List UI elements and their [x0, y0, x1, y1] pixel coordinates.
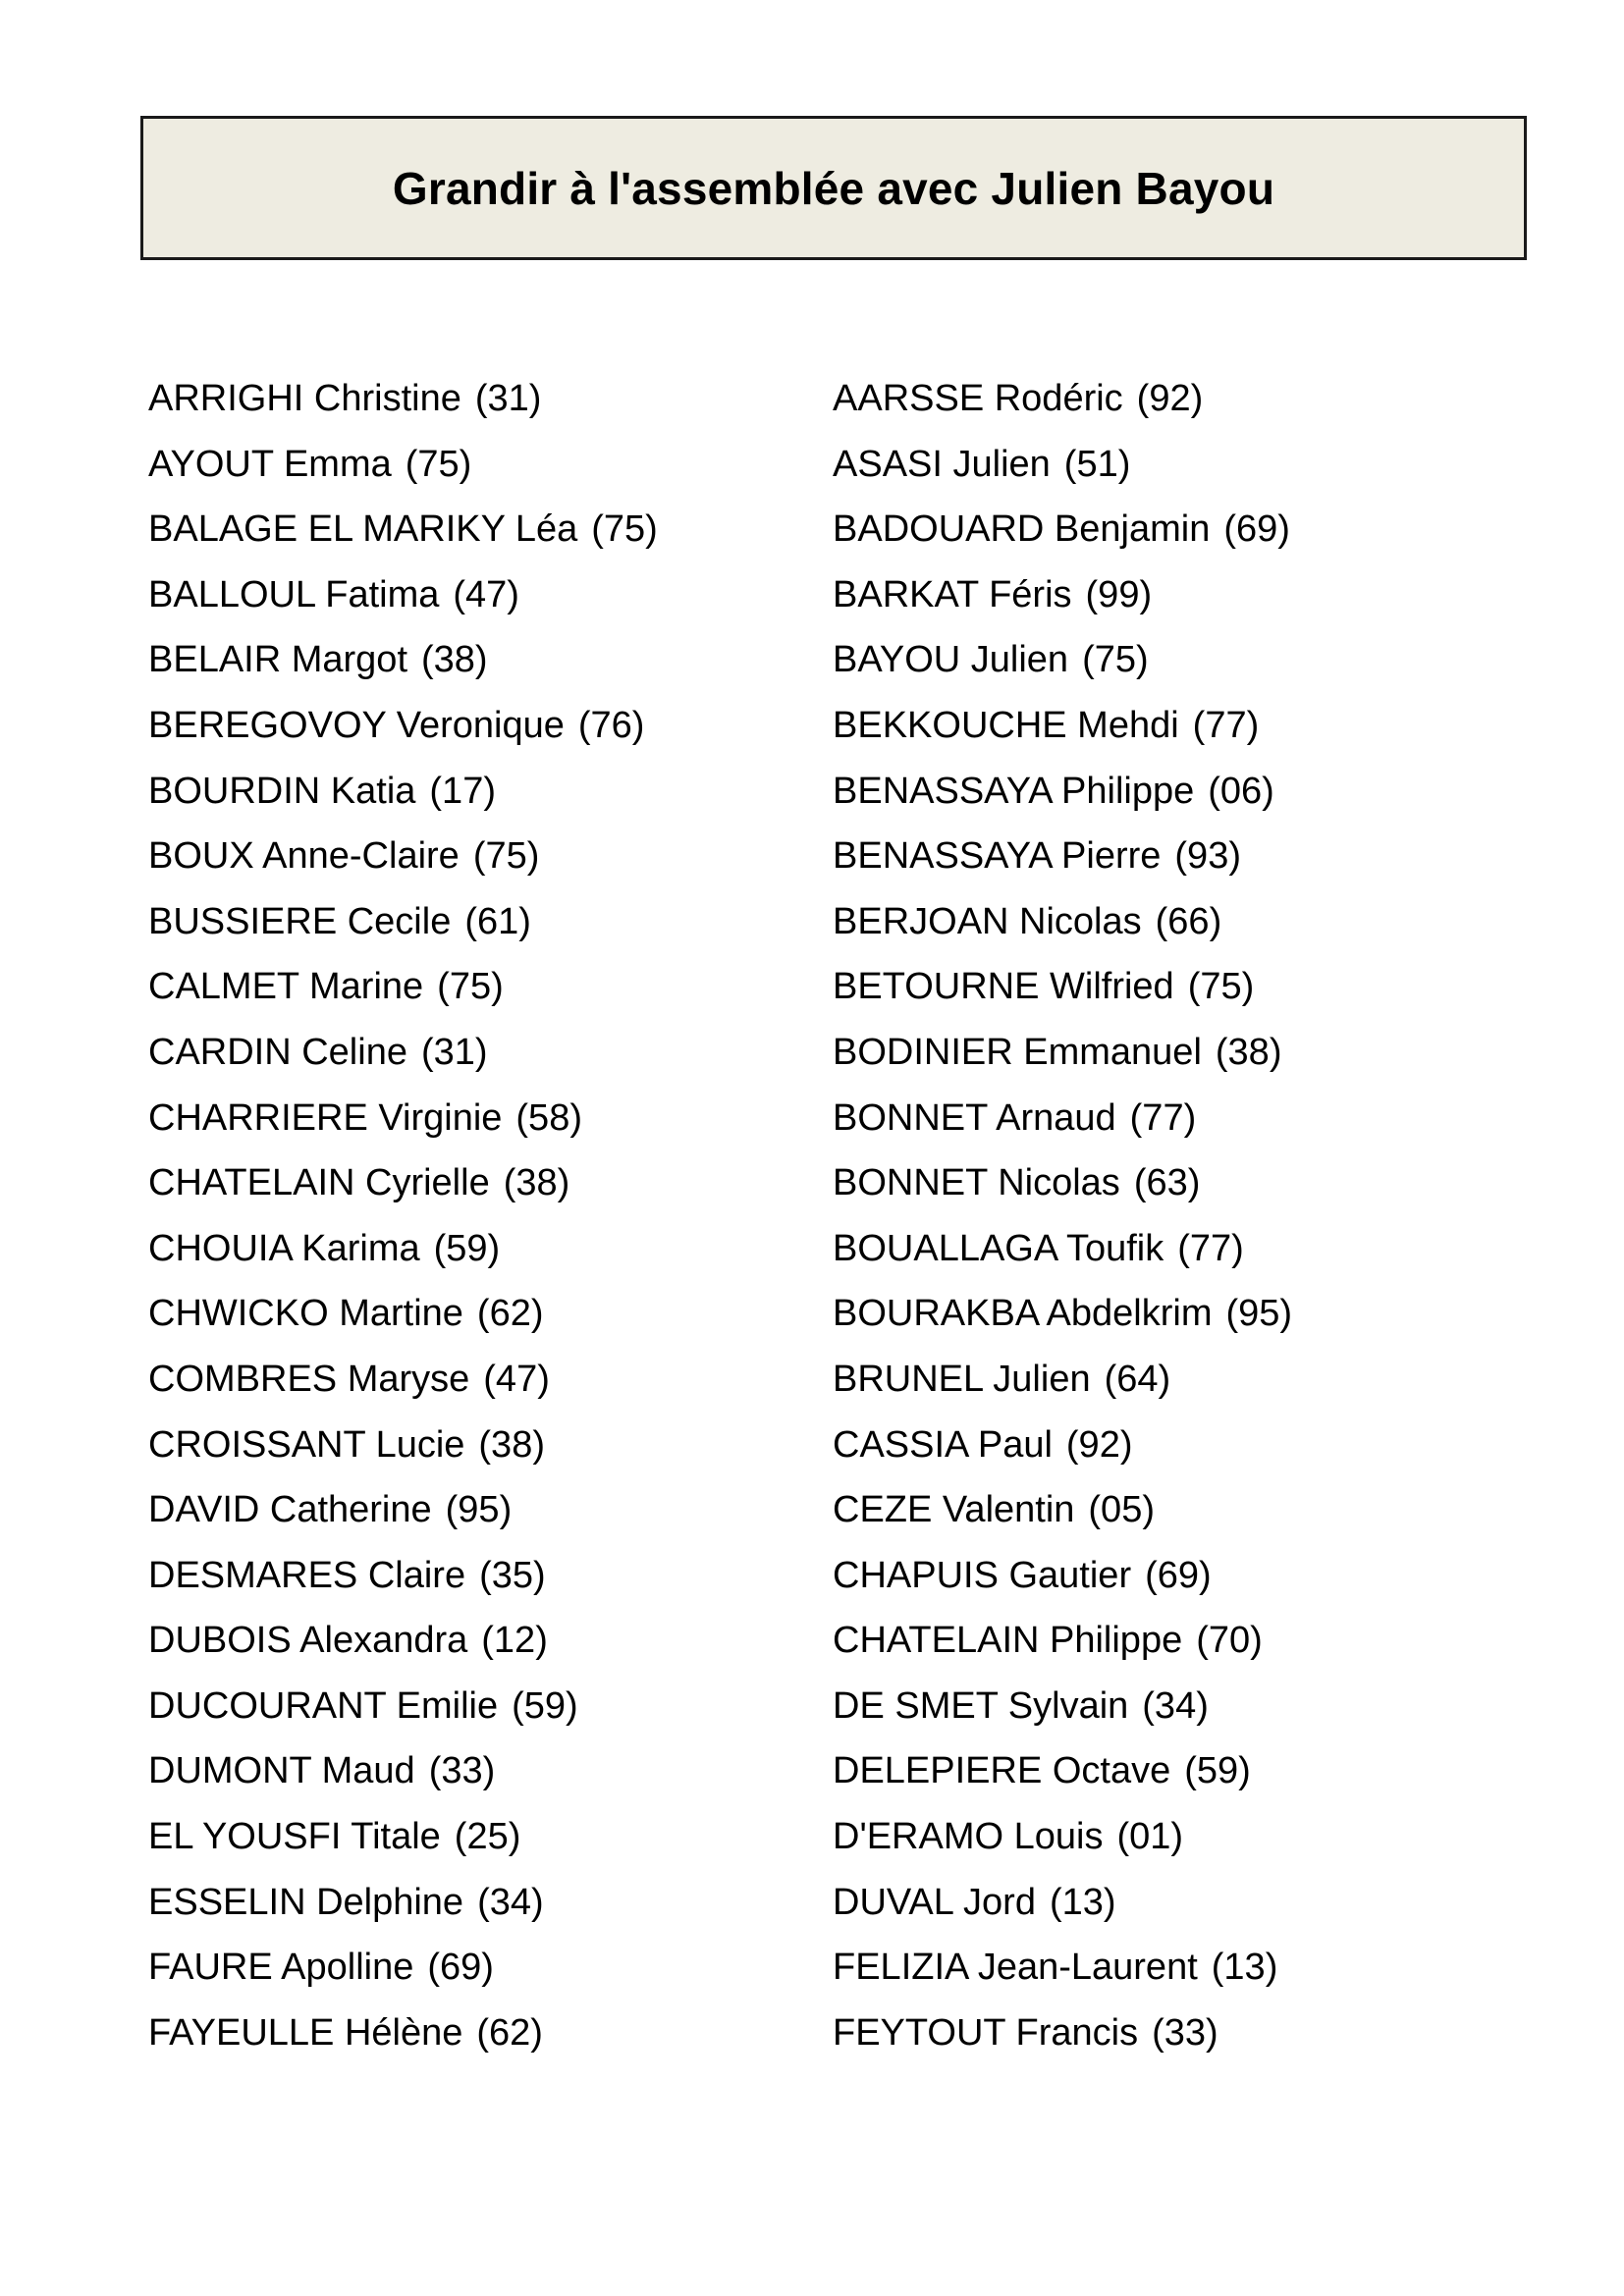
signatory-name: CHATELAIN Philippe [833, 1620, 1183, 1662]
signatory-name: DAVID Catherine [148, 1489, 432, 1531]
signatory-department: (31) [420, 1031, 488, 1073]
signatory-entry [833, 1608, 1292, 1674]
signatory-department: (95) [1225, 1293, 1293, 1335]
signatory-department: (77) [1192, 704, 1260, 746]
signatory-entry [833, 1150, 1292, 1216]
signatory-department: (51) [1063, 443, 1131, 485]
signatory-department: (62) [476, 1293, 544, 1335]
signatory-entry [833, 497, 1292, 562]
signatory-entry [833, 1804, 1292, 1870]
signatory-entry [833, 2001, 1292, 2066]
signatory-name: BUSSIERE Cecile [148, 900, 452, 942]
signatory-name: FAURE Apolline [148, 1947, 414, 1989]
signatory-department: (75) [1082, 639, 1149, 681]
signatory-name: ARRIGHI Christine [148, 378, 461, 419]
signatory-name: BONNET Arnaud [833, 1096, 1116, 1139]
signatory-name: DE SMET Sylvain [833, 1684, 1129, 1727]
signatory-entry [833, 954, 1292, 1020]
signatory-department: (17) [429, 770, 496, 812]
signatory-department: (59) [1184, 1750, 1251, 1792]
signatory-department: (33) [428, 1750, 496, 1792]
signatory-entry [148, 1543, 658, 1609]
signatory-department: (58) [515, 1096, 582, 1139]
signatory-entry [148, 1738, 658, 1804]
signatory-department: (64) [1104, 1358, 1171, 1400]
signatory-name: DUVAL Jord [833, 1881, 1036, 1923]
signatory-name: BALAGE EL MARIKY Léa [148, 508, 578, 551]
signatory-name: EL YOUSFI Titale [148, 1816, 441, 1858]
signatory-entry [833, 1935, 1292, 2001]
signatory-name: BONNET Nicolas [833, 1162, 1120, 1204]
signatory-name: AYOUT Emma [148, 443, 392, 485]
signatory-name: DUMONT Maud [148, 1750, 415, 1792]
signatory-entry [148, 759, 658, 825]
signatory-name: BENASSAYA Pierre [833, 835, 1162, 878]
signatory-name: CARDIN Celine [148, 1031, 407, 1073]
signatory-entry [148, 1935, 658, 2001]
signatory-name: CHOUIA Karima [148, 1227, 420, 1269]
signatory-name: CEZE Valentin [833, 1489, 1075, 1531]
signatory-entry [833, 693, 1292, 759]
signatory-name: AARSSE Rodéric [833, 378, 1123, 419]
signatory-name: FEYTOUT Francis [833, 2011, 1139, 2054]
signatory-name: BOURDIN Katia [148, 770, 416, 812]
signatory-name: CROISSANT Lucie [148, 1423, 465, 1466]
signatory-department: (12) [481, 1620, 548, 1662]
signatory-department: (63) [1133, 1162, 1201, 1204]
signatory-entry [148, 1347, 658, 1413]
signatory-entry [148, 1216, 658, 1282]
signatory-entry [833, 1347, 1292, 1413]
signatory-entry [148, 2001, 658, 2066]
signatory-entry [833, 1738, 1292, 1804]
signatory-department: (99) [1085, 573, 1153, 615]
signatory-name: BARKAT Féris [833, 573, 1072, 615]
signatory-entry [833, 759, 1292, 825]
signatory-department: (01) [1116, 1816, 1184, 1858]
signatory-department: (66) [1155, 900, 1222, 942]
signatory-entry [833, 1543, 1292, 1609]
signatory-entry [148, 1086, 658, 1151]
signatory-entry [833, 1674, 1292, 1739]
signatory-entry [833, 432, 1292, 498]
signatory-name: CHAPUIS Gautier [833, 1554, 1132, 1596]
signatory-department: (92) [1065, 1423, 1133, 1466]
signatory-name: D'ERAMO Louis [833, 1816, 1104, 1858]
signatory-name: BELAIR Margot [148, 639, 407, 681]
signatory-name: CHARRIERE Virginie [148, 1096, 503, 1139]
signatory-entry [148, 1870, 658, 1936]
signatory-department: (38) [478, 1423, 545, 1466]
signatory-name: BADOUARD Benjamin [833, 508, 1211, 551]
signatory-department: (47) [453, 573, 519, 615]
signatory-department: (33) [1152, 2011, 1218, 2054]
signatory-department: (61) [464, 900, 531, 942]
signatory-entry [833, 1477, 1292, 1543]
signatory-name: BENASSAYA Philippe [833, 770, 1195, 812]
signatory-department: (75) [405, 443, 472, 485]
signatory-entry [148, 1608, 658, 1674]
signatory-department: (47) [483, 1358, 550, 1400]
signatory-name: DESMARES Claire [148, 1554, 466, 1596]
signatory-department: (77) [1177, 1227, 1244, 1269]
signatory-department: (69) [1145, 1554, 1212, 1596]
signatory-name: BRUNEL Julien [833, 1358, 1091, 1400]
signatory-entry [148, 889, 658, 955]
signatory-name: BAYOU Julien [833, 639, 1069, 681]
signatory-name: CHWICKO Martine [148, 1293, 463, 1335]
signatory-department: (69) [1223, 508, 1290, 551]
signatory-name: BALLOUL Fatima [148, 573, 440, 615]
signatory-department: (59) [433, 1227, 501, 1269]
signatory-entry [148, 1150, 658, 1216]
signatory-entry [833, 1086, 1292, 1151]
signatory-name: CALMET Marine [148, 966, 424, 1008]
signatory-name: BODINIER Emmanuel [833, 1031, 1202, 1073]
signatory-name: BEREGOVOY Veronique [148, 704, 565, 746]
signatory-department: (62) [476, 2011, 543, 2054]
signatory-entry [833, 889, 1292, 955]
signatory-entry [148, 1804, 658, 1870]
signatory-name: BOUX Anne-Claire [148, 835, 460, 878]
signatory-department: (77) [1129, 1096, 1197, 1139]
signatory-list-left [148, 366, 658, 2065]
page-title: Grandir à l'assemblée avec Julien Bayou [392, 162, 1275, 214]
signatory-department: (95) [445, 1489, 513, 1531]
signatory-department: (34) [477, 1881, 544, 1923]
signatory-entry [148, 562, 658, 628]
signatory-name: DELEPIERE Octave [833, 1750, 1171, 1792]
signatory-name: DUBOIS Alexandra [148, 1620, 468, 1662]
signatory-department: (75) [437, 966, 504, 1008]
signatory-department: (59) [512, 1684, 578, 1727]
signatory-department: (70) [1196, 1620, 1263, 1662]
signatory-department: (13) [1211, 1947, 1278, 1989]
signatory-entry [148, 1281, 658, 1347]
signatory-department: (38) [421, 639, 488, 681]
signatory-department: (35) [479, 1554, 546, 1596]
signatory-entry [148, 1413, 658, 1478]
signatory-name: BETOURNE Wilfried [833, 966, 1174, 1008]
signatory-department: (93) [1174, 835, 1241, 878]
signatory-department: (06) [1208, 770, 1274, 812]
signatory-entry [833, 1413, 1292, 1478]
signatory-entry [833, 824, 1292, 889]
signatory-name: FAYEULLE Hélène [148, 2011, 463, 2054]
signatory-entry [833, 1870, 1292, 1936]
signatory-entry [148, 1020, 658, 1086]
signatory-entry [148, 693, 658, 759]
signatory-entry [148, 627, 658, 693]
signatory-name: CHATELAIN Cyrielle [148, 1162, 490, 1204]
signatory-department: (75) [472, 835, 540, 878]
signatory-department: (38) [503, 1162, 570, 1204]
signatory-department: (25) [454, 1816, 521, 1858]
signatory-name: COMBRES Maryse [148, 1358, 470, 1400]
signatory-entry [833, 1216, 1292, 1282]
signatory-entry [148, 497, 658, 562]
signatory-department: (31) [474, 378, 542, 419]
signatory-name: ASASI Julien [833, 443, 1051, 485]
signatory-name: BOURAKBA Abdelkrim [833, 1293, 1213, 1335]
signatory-name: DUCOURANT Emilie [148, 1684, 499, 1727]
signatory-entry [833, 562, 1292, 628]
signatory-entry [148, 1477, 658, 1543]
signatory-entry [148, 366, 658, 432]
signatory-department: (92) [1136, 378, 1204, 419]
signatory-name: ESSELIN Delphine [148, 1881, 464, 1923]
signatory-name: FELIZIA Jean-Laurent [833, 1947, 1198, 1989]
signatory-entry [833, 627, 1292, 693]
signatory-entry [833, 1020, 1292, 1086]
signatory-department: (75) [591, 508, 658, 551]
signatory-entry [148, 432, 658, 498]
signatory-entry [148, 954, 658, 1020]
signatory-department: (38) [1215, 1031, 1282, 1073]
signatory-department: (13) [1049, 1881, 1116, 1923]
signatory-name: BOUALLAGA Toufik [833, 1227, 1164, 1269]
signatory-department: (05) [1088, 1489, 1155, 1531]
signatory-name: BEKKOUCHE Mehdi [833, 704, 1179, 746]
signatory-department: (76) [577, 704, 645, 746]
signatory-name: CASSIA Paul [833, 1423, 1053, 1466]
signatory-department: (34) [1142, 1684, 1209, 1727]
signatory-list-right [833, 366, 1292, 2065]
title-box [140, 116, 1527, 260]
signatory-entry [148, 824, 658, 889]
signatory-department: (69) [427, 1947, 494, 1989]
signatory-entry [148, 1674, 658, 1739]
signatory-name: BERJOAN Nicolas [833, 900, 1142, 942]
signatory-entry [833, 1281, 1292, 1347]
signatory-department: (75) [1187, 966, 1255, 1008]
signatory-entry [833, 366, 1292, 432]
